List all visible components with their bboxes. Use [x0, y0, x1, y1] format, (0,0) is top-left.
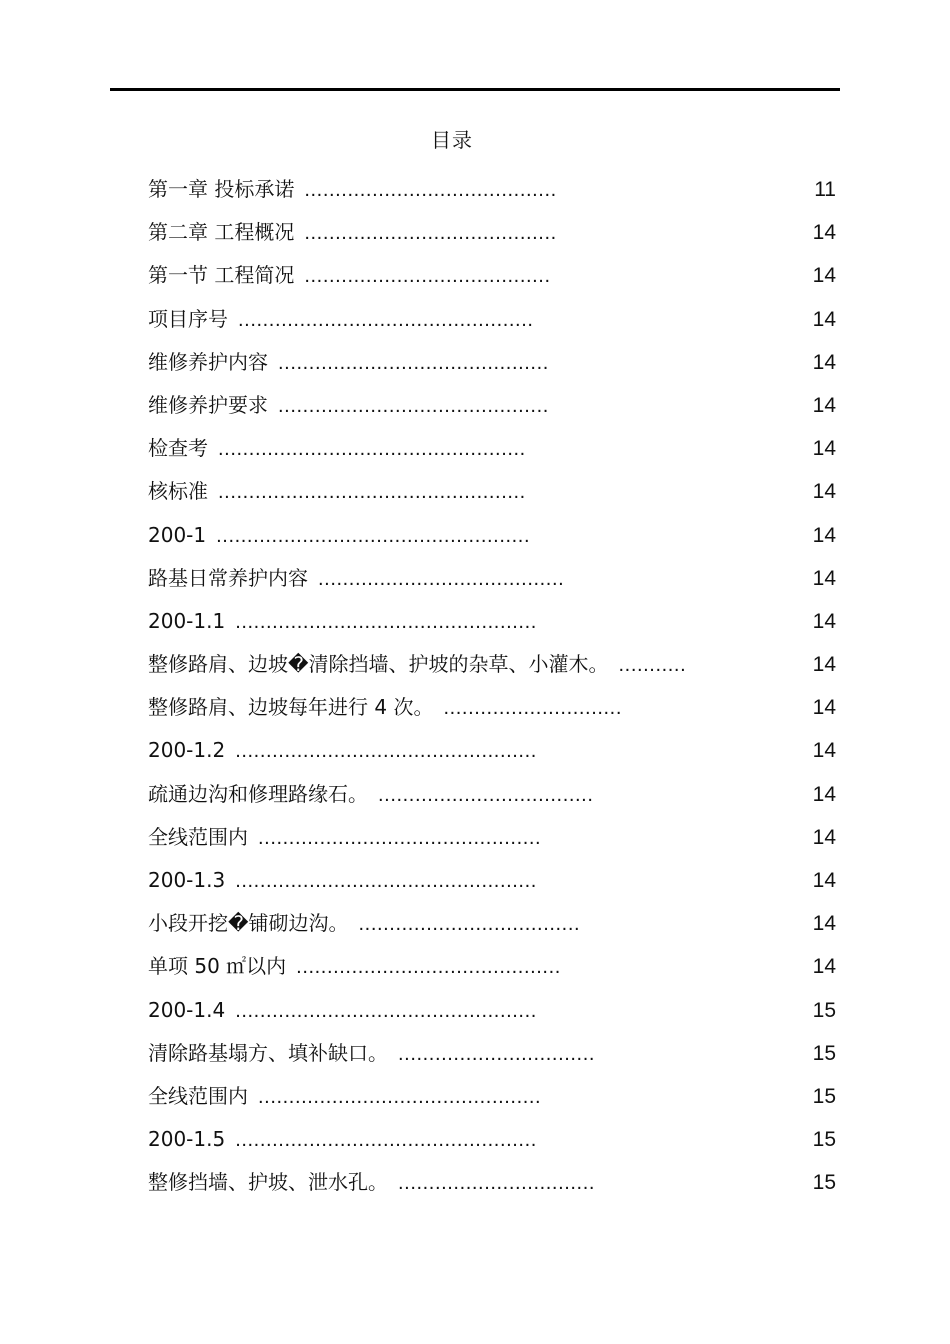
toc-entry-label: 整修挡墙、护坡、泄水孔。 — [148, 1170, 388, 1195]
toc-page-number: 14 — [812, 307, 836, 331]
toc-dot-leader: ................................ — [398, 1172, 596, 1195]
toc-entry-label: 小段开挖�铺砌边沟。 — [148, 911, 349, 936]
toc-entry-label: 第二章 工程概况 — [148, 220, 295, 245]
toc-dot-leader: ......................................... — [304, 179, 557, 201]
toc-page-number: 14 — [812, 350, 836, 374]
toc-entry[interactable] — [148, 1075, 838, 1118]
toc-entry[interactable] — [148, 686, 838, 729]
toc-page-number: 14 — [812, 221, 836, 245]
toc-entry-label: 200-1.4 — [148, 997, 226, 1022]
toc-page-number: 14 — [812, 869, 836, 892]
toc-entry-label: 全线范围内 — [148, 824, 248, 849]
toc-dot-leader: ........................................ — [304, 265, 551, 288]
toc-dot-leader: ........... — [618, 654, 687, 677]
toc-dot-leader: .................................................. — [218, 438, 526, 461]
toc-entry-label: 200-1.2 — [148, 738, 226, 763]
toc-page-number: 14 — [812, 437, 836, 461]
toc-dot-leader: ................................ — [398, 1042, 596, 1065]
toc-entry[interactable] — [148, 1161, 838, 1204]
toc-page-number: 14 — [812, 912, 836, 936]
toc-entry[interactable] — [148, 470, 838, 513]
toc-dot-leader: ......................................... — [304, 222, 557, 245]
toc-dot-leader: ................................................. — [235, 610, 537, 633]
toc-entry[interactable] — [148, 773, 838, 816]
toc-page-number: 11 — [814, 178, 836, 201]
toc-dot-leader: .............................................. — [258, 1085, 542, 1108]
toc-dot-leader: ................................................. — [235, 870, 537, 892]
toc-entry[interactable] — [148, 643, 838, 686]
toc-page-number: 14 — [812, 739, 836, 763]
toc-entry[interactable] — [148, 211, 838, 254]
toc-entry-label: 路基日常养护内容 — [148, 565, 308, 590]
toc-dot-leader: ................................................... — [216, 524, 531, 547]
toc-entry-label: 检查考 — [148, 436, 208, 461]
toc-entry-label: 200-1.1 — [148, 608, 226, 633]
toc-entry[interactable] — [148, 298, 838, 341]
toc-page-number: 14 — [812, 566, 836, 590]
toc-page-number: 14 — [812, 480, 836, 504]
toc-entry[interactable] — [148, 168, 838, 211]
toc-dot-leader: ................................................ — [238, 308, 534, 331]
toc-page-number: 14 — [812, 955, 836, 979]
toc-entry-label: 维修养护内容 — [148, 349, 268, 374]
toc-dot-leader: ............................. — [443, 697, 622, 720]
toc-entry[interactable] — [148, 902, 838, 945]
toc-page-number: 14 — [812, 523, 836, 547]
toc-page-number: 15 — [812, 1128, 836, 1152]
toc-dot-leader: ........................................... — [296, 956, 561, 979]
toc-dot-leader: ................................... — [378, 783, 594, 806]
toc-page-number: 14 — [812, 825, 836, 849]
toc-entry[interactable] — [148, 729, 838, 772]
toc-entry[interactable] — [148, 859, 838, 902]
toc-dot-leader: .................................................. — [218, 481, 526, 504]
toc-dot-leader: .............................................. — [258, 826, 542, 849]
toc-entry-label: 单项 50 ㎡以内 — [148, 954, 287, 979]
toc-dot-leader: ................................................. — [235, 740, 537, 763]
toc-page-number: 14 — [812, 696, 836, 720]
toc-list — [148, 168, 838, 1205]
toc-entry-label: 200-1 — [148, 522, 207, 547]
toc-entry[interactable] — [148, 989, 838, 1032]
toc-page-number: 14 — [812, 609, 836, 633]
toc-entry[interactable] — [148, 1118, 838, 1161]
toc-entry-label: 整修路肩、边坡�清除挡墙、护坡的杂草、小灌木。 — [148, 652, 609, 677]
toc-entry[interactable] — [148, 384, 838, 427]
toc-page-number: 15 — [812, 1171, 836, 1195]
toc-entry-label: 清除路基塌方、填补缺口。 — [148, 1040, 388, 1065]
toc-entry-label: 全线范围内 — [148, 1083, 248, 1108]
toc-dot-leader: ............................................ — [278, 394, 549, 417]
toc-entry[interactable] — [148, 945, 838, 988]
toc-entry-label: 第一节 工程简况 — [148, 263, 295, 288]
toc-entry-label: 疏通边沟和修理路缘石。 — [148, 781, 368, 806]
toc-entry[interactable] — [148, 341, 838, 384]
toc-entry-label: 第一章 投标承诺 — [148, 177, 295, 201]
toc-entry[interactable] — [148, 600, 838, 643]
toc-entry[interactable] — [148, 254, 838, 297]
toc-entry[interactable] — [148, 557, 838, 600]
toc-entry[interactable] — [148, 427, 838, 470]
toc-page-number: 15 — [812, 1084, 836, 1108]
toc-page-number: 15 — [812, 1041, 836, 1065]
toc-entry[interactable] — [148, 1032, 838, 1075]
toc-title: 目录 — [431, 128, 473, 152]
toc-dot-leader: .................................... — [358, 913, 581, 936]
toc-entry-label: 200-1.5 — [148, 1127, 226, 1152]
toc-entry-label: 整修路肩、边坡每年进行 4 次。 — [148, 695, 434, 720]
toc-dot-leader: ................................................. — [235, 1129, 537, 1152]
toc-page-number: 14 — [812, 264, 836, 288]
toc-entry-label: 维修养护要求 — [148, 392, 268, 417]
toc-page-number: 14 — [812, 653, 836, 677]
toc-entry-label: 项目序号 — [148, 306, 228, 331]
toc-dot-leader: ........................................ — [318, 567, 565, 590]
toc-dot-leader: ............................................ — [278, 351, 549, 374]
toc-entry[interactable] — [148, 816, 838, 859]
header-rule — [110, 88, 840, 91]
toc-entry-label: 核标准 — [148, 479, 208, 504]
toc-dot-leader: ................................................. — [235, 999, 537, 1022]
toc-page-number: 15 — [812, 998, 836, 1022]
toc-page-number: 14 — [812, 782, 836, 806]
toc-page-number: 14 — [812, 393, 836, 417]
toc-entry-label: 200-1.3 — [148, 868, 226, 892]
toc-entry[interactable] — [148, 514, 838, 557]
